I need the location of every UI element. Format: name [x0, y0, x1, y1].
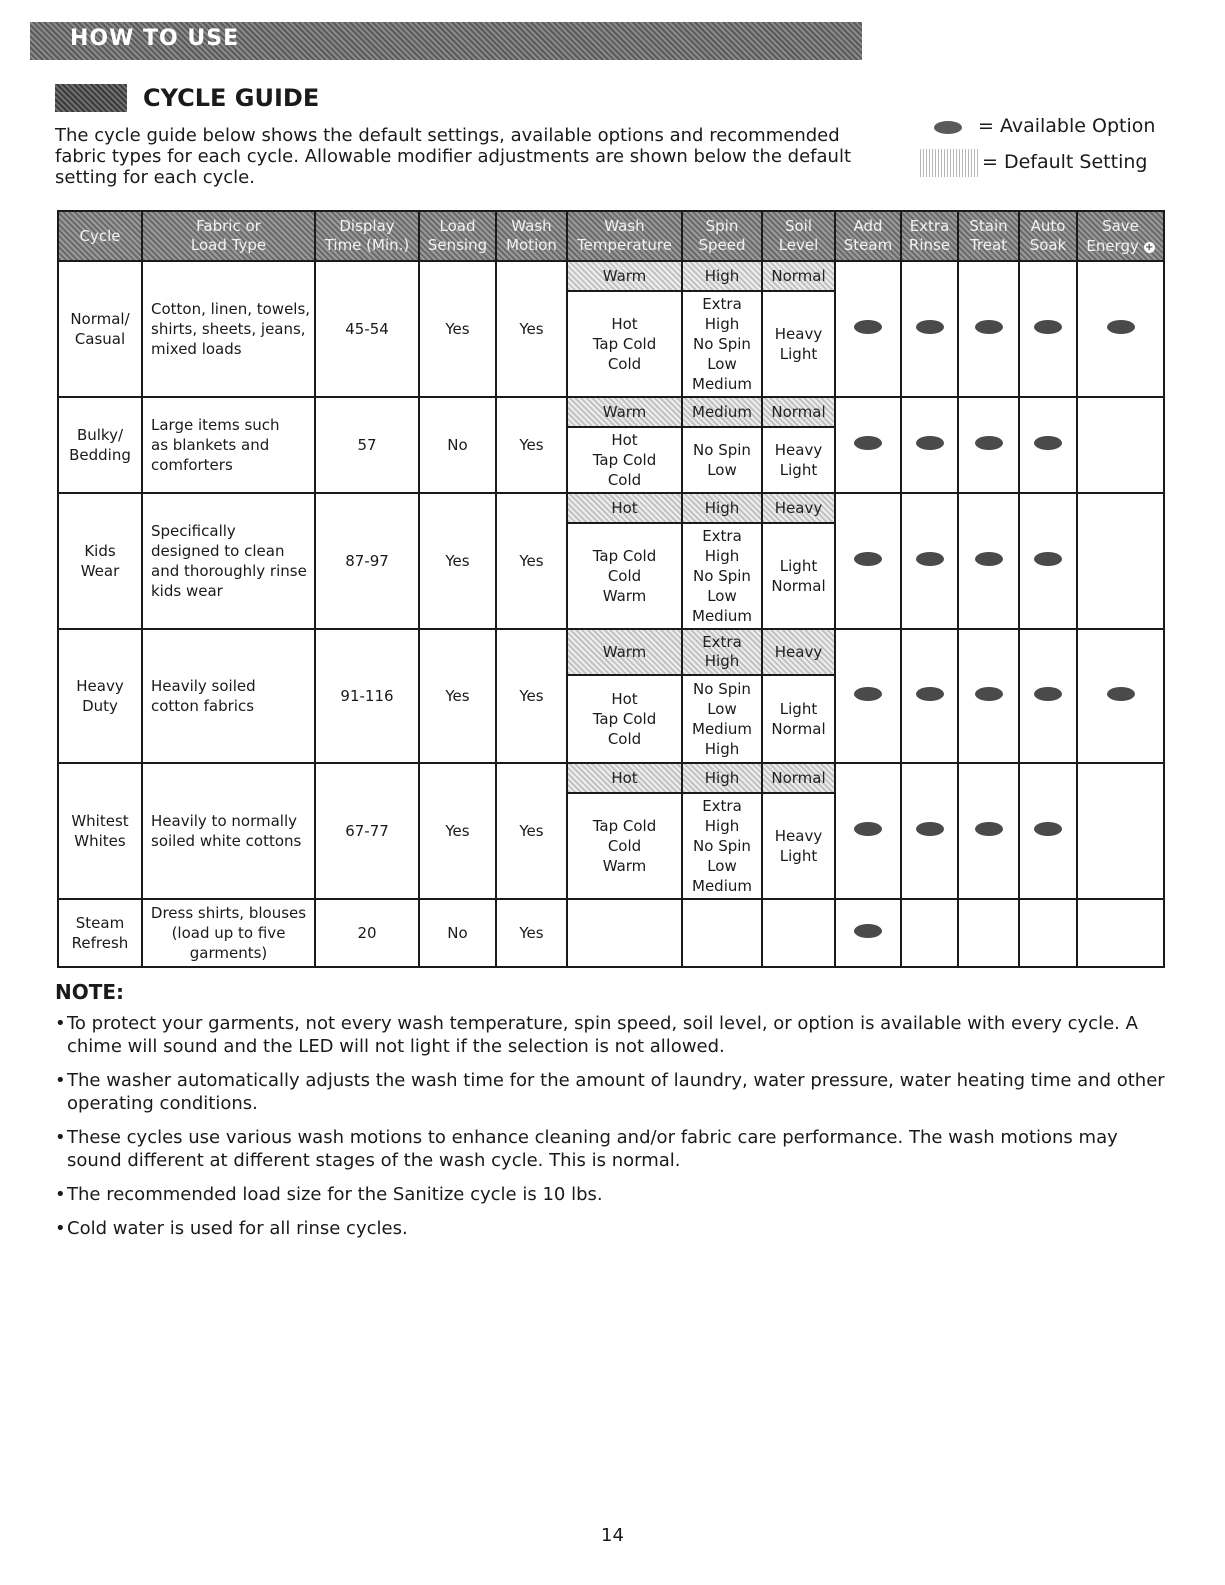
display-time: 87-97 [315, 493, 419, 629]
temp-default: Warm [567, 397, 682, 427]
table-header [58, 211, 1164, 261]
page-number: 14 [601, 1525, 624, 1546]
soil-options: Heavy Light [762, 793, 835, 899]
spin-empty [682, 899, 762, 967]
save-energy-cell [1077, 397, 1164, 493]
auto-soak-cell [1019, 397, 1077, 493]
temp-default: Hot [567, 493, 682, 523]
soil-options: Heavy Light [762, 427, 835, 493]
spin-default: High [682, 763, 762, 793]
available-dot-icon [1034, 320, 1062, 334]
spin-default: Medium [682, 397, 762, 427]
stain-treat-cell [958, 763, 1019, 899]
available-dot-icon [916, 552, 944, 566]
add-steam-cell [835, 899, 901, 967]
wash-motion: Yes [496, 629, 567, 763]
soil-options: Light Normal [762, 523, 835, 629]
available-dot-icon [1034, 436, 1062, 450]
cycle-name: Steam Refresh [58, 899, 142, 967]
note-title: NOTE: [55, 980, 125, 1004]
soil-options: Light Normal [762, 675, 835, 763]
fabric-type: Dress shirts, blouses (load up to five garments) [142, 899, 315, 967]
section-banner [30, 22, 862, 60]
soil-default: Normal [762, 763, 835, 793]
load-sensing: Yes [419, 629, 496, 763]
spin-options: No Spin Low Medium High [682, 675, 762, 763]
available-dot-icon [916, 320, 944, 334]
cycle-guide-table [57, 210, 1165, 968]
wash-motion: Yes [496, 261, 567, 397]
display-time: 20 [315, 899, 419, 967]
note-list [55, 1012, 1165, 1251]
col-save-energy: Save Energy + [1077, 211, 1164, 261]
intro-text: The cycle guide below shows the default settings, available options and recommended fabric types for each cycle. Allowable modifier adjustments are shown below the default setting for each cycle. [55, 125, 852, 188]
available-dot-icon [975, 320, 1003, 334]
cycle-name: Bulky/ Bedding [58, 397, 142, 493]
available-dot-icon [916, 436, 944, 450]
stain-treat-cell [958, 899, 1019, 967]
cycle-name: Normal/ Casual [58, 261, 142, 397]
legend-default-label: = Default Setting [982, 151, 1148, 173]
soil-empty [762, 899, 835, 967]
col-auto-soak: Auto Soak [1019, 211, 1077, 261]
available-dot-icon [1034, 552, 1062, 566]
table-row [58, 397, 1164, 427]
temp-default: Warm [567, 261, 682, 291]
save-energy-cell [1077, 899, 1164, 967]
extra-rinse-cell [901, 763, 958, 899]
note-item: • Cold water is used for all rinse cycles. [55, 1217, 1165, 1240]
extra-rinse-cell [901, 899, 958, 967]
available-dot-icon [854, 687, 882, 701]
soil-default: Heavy [762, 493, 835, 523]
extra-rinse-cell [901, 629, 958, 763]
table-row [58, 763, 1164, 793]
available-option-icon [934, 121, 962, 134]
legend [920, 115, 1210, 183]
wash-motion: Yes [496, 763, 567, 899]
available-dot-icon [975, 822, 1003, 836]
legend-available-label: = Available Option [978, 115, 1156, 137]
temp-options: Hot Tap Cold Cold [567, 427, 682, 493]
spin-options: Extra High No Spin Low Medium [682, 523, 762, 629]
temp-options: Hot Tap Cold Cold [567, 291, 682, 397]
note-item: • These cycles use various wash motions to enhance cleaning and/or fabric care performance. The wash motions may sound different at different stages of the wash cycle. This is normal. [55, 1126, 1165, 1172]
display-time: 91-116 [315, 629, 419, 763]
temp-options: Tap Cold Cold Warm [567, 793, 682, 899]
temp-options: Hot Tap Cold Cold [567, 675, 682, 763]
add-steam-cell [835, 261, 901, 397]
auto-soak-cell [1019, 629, 1077, 763]
add-steam-cell [835, 493, 901, 629]
col-fabric: Fabric or Load Type [142, 211, 315, 261]
wash-motion: Yes [496, 899, 567, 967]
available-dot-icon [854, 320, 882, 334]
section-title: HOW TO USE [70, 26, 240, 51]
available-dot-icon [916, 687, 944, 701]
auto-soak-cell [1019, 261, 1077, 397]
col-soil-level: Soil Level [762, 211, 835, 261]
fabric-type: Cotton, linen, towels, shirts, sheets, jeans, mixed loads [142, 261, 315, 397]
display-time: 45-54 [315, 261, 419, 397]
legend-available [920, 115, 1210, 149]
stain-treat-cell [958, 629, 1019, 763]
save-energy-cell [1077, 261, 1164, 397]
load-sensing: No [419, 899, 496, 967]
available-dot-icon [854, 552, 882, 566]
auto-soak-cell [1019, 899, 1077, 967]
cycle-name: Kids Wear [58, 493, 142, 629]
soil-default: Normal [762, 261, 835, 291]
col-wash-motion: Wash Motion [496, 211, 567, 261]
wash-motion: Yes [496, 493, 567, 629]
soil-default: Heavy [762, 629, 835, 675]
spin-default: Extra High [682, 629, 762, 675]
extra-rinse-cell [901, 493, 958, 629]
legend-default [920, 149, 1210, 183]
spin-default: High [682, 493, 762, 523]
cycle-name: Heavy Duty [58, 629, 142, 763]
spin-options: No Spin Low [682, 427, 762, 493]
save-energy-cell [1077, 629, 1164, 763]
load-sensing: No [419, 397, 496, 493]
extra-rinse-cell [901, 397, 958, 493]
table-row [58, 629, 1164, 675]
plus-circle-icon: + [1144, 242, 1154, 253]
add-steam-cell [835, 629, 901, 763]
stain-treat-cell [958, 493, 1019, 629]
fabric-type: Large items such as blankets and comforters [142, 397, 315, 493]
available-dot-icon [1107, 320, 1135, 334]
available-dot-icon [854, 924, 882, 938]
spin-default: High [682, 261, 762, 291]
table-row [58, 899, 1164, 967]
spin-options: Extra High No Spin Low Medium [682, 793, 762, 899]
col-cycle: Cycle [58, 211, 142, 261]
available-dot-icon [1034, 687, 1062, 701]
auto-soak-cell [1019, 763, 1077, 899]
fabric-type: Heavily to normally soiled white cottons [142, 763, 315, 899]
available-dot-icon [1107, 687, 1135, 701]
available-dot-icon [854, 436, 882, 450]
available-dot-icon [975, 436, 1003, 450]
default-setting-icon [920, 149, 980, 177]
stain-treat-cell [958, 397, 1019, 493]
display-time: 67-77 [315, 763, 419, 899]
temp-default: Hot [567, 763, 682, 793]
fabric-type: Specifically designed to clean and thoroughly rinse kids wear [142, 493, 315, 629]
load-sensing: Yes [419, 763, 496, 899]
fabric-type: Heavily soiled cotton fabrics [142, 629, 315, 763]
spin-options: Extra High No Spin Low Medium [682, 291, 762, 397]
available-dot-icon [854, 822, 882, 836]
load-sensing: Yes [419, 261, 496, 397]
page-title: CYCLE GUIDE [143, 84, 320, 112]
col-spin-speed: Spin Speed [682, 211, 762, 261]
extra-rinse-cell [901, 261, 958, 397]
wash-motion: Yes [496, 397, 567, 493]
load-sensing: Yes [419, 493, 496, 629]
available-dot-icon [1034, 822, 1062, 836]
cycle-name: Whitest Whites [58, 763, 142, 899]
add-steam-cell [835, 763, 901, 899]
note-item: • The recommended load size for the Sanitize cycle is 10 lbs. [55, 1183, 1165, 1206]
col-wash-temp: Wash Temperature [567, 211, 682, 261]
col-add-steam: Add Steam [835, 211, 901, 261]
note-item: • The washer automatically adjusts the wash time for the amount of laundry, water pressure, water heating time and other operating conditions. [55, 1069, 1165, 1115]
available-dot-icon [975, 687, 1003, 701]
col-extra-rinse: Extra Rinse [901, 211, 958, 261]
soil-default: Normal [762, 397, 835, 427]
add-steam-cell [835, 397, 901, 493]
temp-empty [567, 899, 682, 967]
save-energy-cell [1077, 763, 1164, 899]
col-load-sensing: Load Sensing [419, 211, 496, 261]
table-row [58, 261, 1164, 291]
col-stain-treat: Stain Treat [958, 211, 1019, 261]
note-item: • To protect your garments, not every wash temperature, spin speed, soil level, or option is available with every cycle. A chime will sound and the LED will not light if the selection is not allowed. [55, 1012, 1165, 1058]
soil-options: Heavy Light [762, 291, 835, 397]
col-display-time: Display Time (Min.) [315, 211, 419, 261]
available-dot-icon [916, 822, 944, 836]
temp-default: Warm [567, 629, 682, 675]
stain-treat-cell [958, 261, 1019, 397]
title-marker [55, 84, 127, 112]
auto-soak-cell [1019, 493, 1077, 629]
available-dot-icon [975, 552, 1003, 566]
display-time: 57 [315, 397, 419, 493]
temp-options: Tap Cold Cold Warm [567, 523, 682, 629]
save-energy-cell [1077, 493, 1164, 629]
table-row [58, 493, 1164, 523]
